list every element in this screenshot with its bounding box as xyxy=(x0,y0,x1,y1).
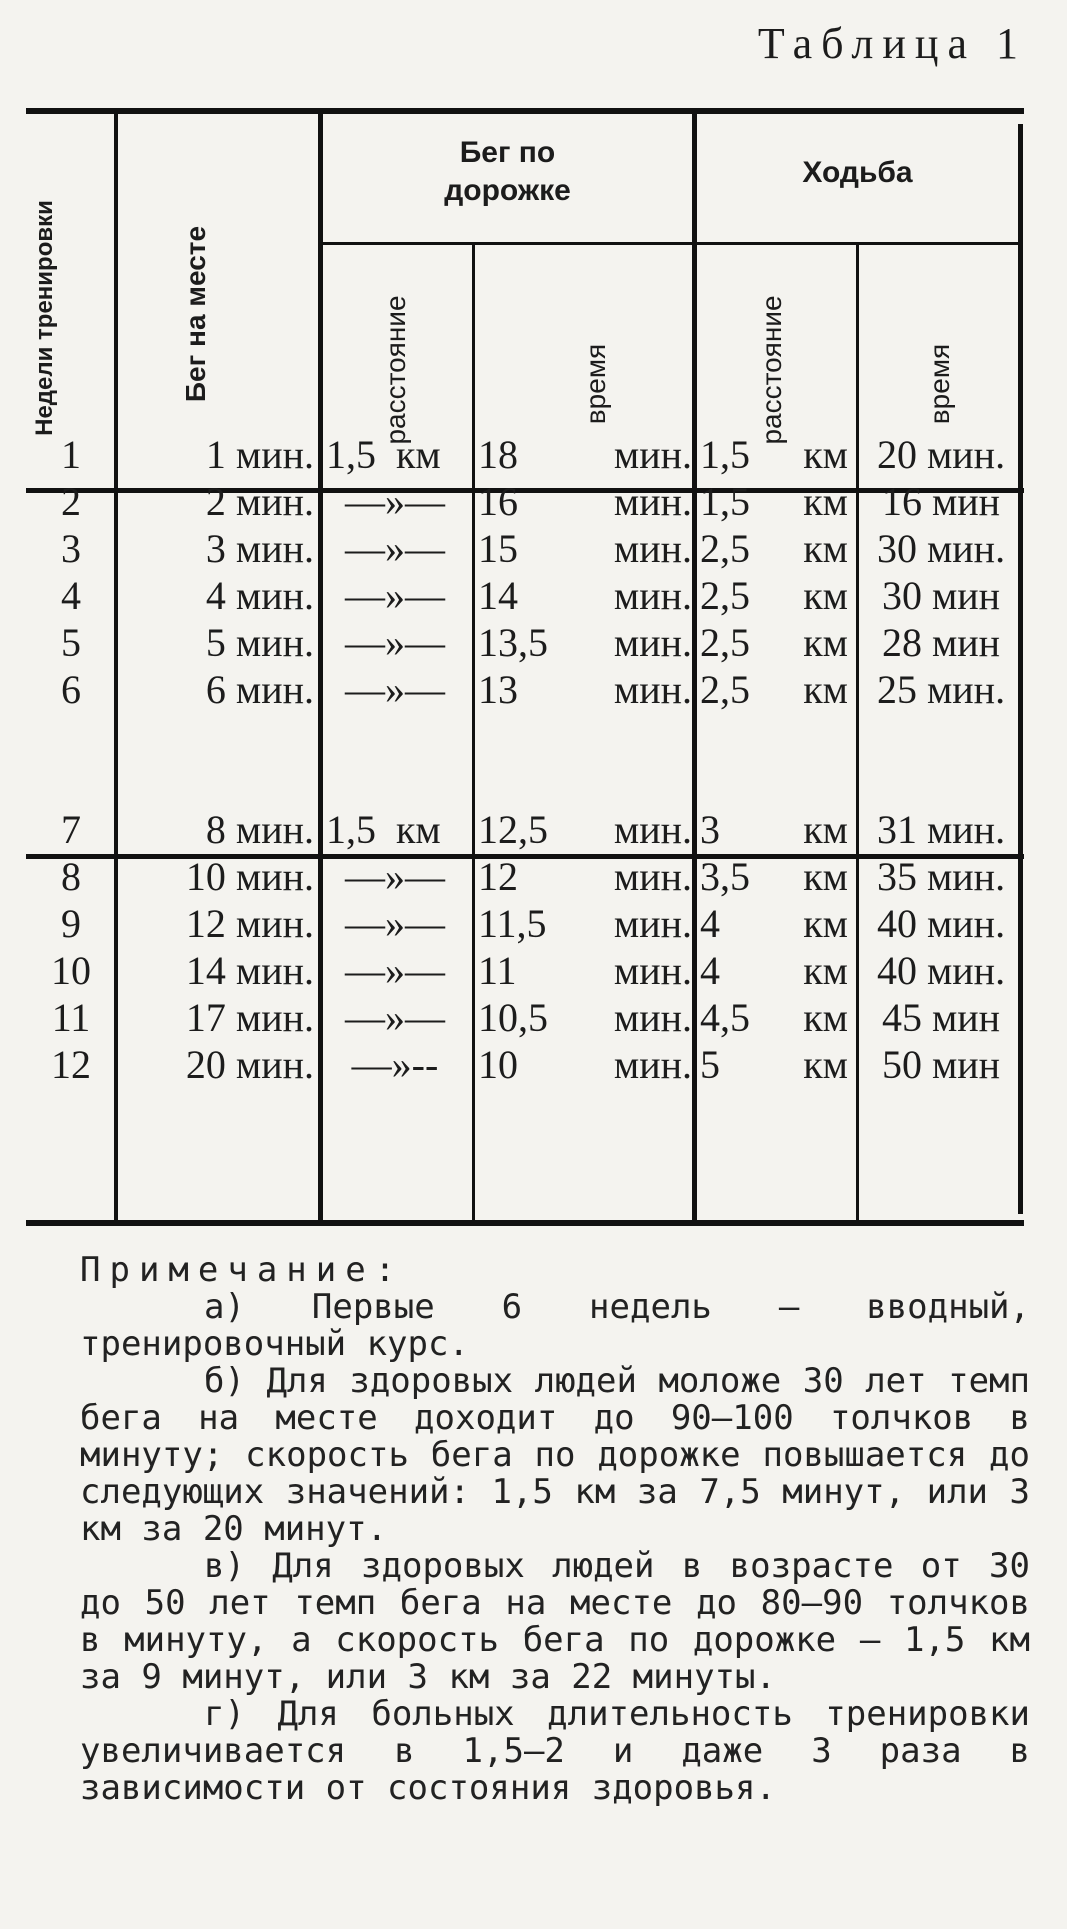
walk-distance-unit: км xyxy=(803,573,848,618)
table-row xyxy=(26,666,1024,713)
week-number: 9 xyxy=(61,901,81,946)
run-time xyxy=(478,994,692,1041)
note-item-b: б) Для здоровых людей моложе 30 лет темп бега на месте доходит до 90—100 толчков в минуту; скорость бега по дорожке повышается до следующих значений: 1,5 км за 7,5 минут, или 3 км за 20 минут. xyxy=(80,1361,1030,1549)
run-distance: —»— xyxy=(345,995,445,1040)
week-number: 11 xyxy=(51,995,91,1040)
note-title: Примечание: xyxy=(80,1250,405,1290)
week-number: 6 xyxy=(61,667,81,712)
run-time-unit: мин. xyxy=(613,667,692,712)
walk-distance-unit: км xyxy=(803,432,848,477)
walk-distance-value: 3,5 xyxy=(700,854,750,899)
table-row xyxy=(26,853,1024,900)
header-track-run-line2: дорожке xyxy=(444,174,571,207)
walk-distance-value: 4,5 xyxy=(700,995,750,1040)
week-number: 3 xyxy=(61,526,81,571)
table-row xyxy=(26,1041,1024,1088)
walk-distance-value: 4 xyxy=(700,948,720,993)
run-time-unit: мин. xyxy=(613,901,692,946)
run-time-value: 11,5 xyxy=(478,901,547,946)
training-table xyxy=(26,108,1024,1226)
run-time xyxy=(478,666,692,713)
run-time-value: 13,5 xyxy=(478,620,548,665)
walk-distance xyxy=(700,947,848,994)
table-row xyxy=(26,806,1024,853)
run-time xyxy=(478,431,692,478)
walk-distance-value: 5 xyxy=(700,1042,720,1087)
table-row xyxy=(26,525,1024,572)
walk-distance-value: 1,5 xyxy=(700,479,750,524)
run-time-value: 10,5 xyxy=(478,995,548,1040)
run-time xyxy=(478,525,692,572)
run-time-value: 16 xyxy=(478,479,518,524)
walk-distance xyxy=(700,900,848,947)
walk-distance xyxy=(700,572,848,619)
run-time xyxy=(478,572,692,619)
header-run-distance: расстояние xyxy=(380,295,411,445)
run-in-place-time: 4 мин. xyxy=(205,573,314,618)
walk-time: 16 мин xyxy=(881,479,1001,524)
walk-distance-unit: км xyxy=(803,479,848,524)
run-time-unit: мин. xyxy=(613,807,692,852)
walk-distance-value: 3 xyxy=(700,807,720,852)
walk-distance xyxy=(700,478,848,525)
walk-distance-value: 4 xyxy=(700,901,720,946)
run-time xyxy=(478,619,692,666)
walk-distance-unit: км xyxy=(803,901,848,946)
walk-distance-unit: км xyxy=(803,995,848,1040)
run-time-unit: мин. xyxy=(613,620,692,665)
header-run-in-place: Бег на месте xyxy=(180,225,211,403)
walk-time: 31 мин. xyxy=(876,807,1006,852)
walk-distance-value: 2,5 xyxy=(700,620,750,665)
week-number: 2 xyxy=(61,479,81,524)
run-in-place-time: 3 мин. xyxy=(205,526,314,571)
walk-distance-unit: км xyxy=(803,526,848,571)
run-time xyxy=(478,1041,692,1088)
header-track-run xyxy=(323,134,692,210)
table-row xyxy=(26,572,1024,619)
run-time xyxy=(478,947,692,994)
run-in-place-time: 6 мин. xyxy=(205,667,314,712)
table-row xyxy=(26,478,1024,525)
walk-distance xyxy=(700,431,848,478)
run-in-place-time: 8 мин. xyxy=(205,807,314,852)
walk-time: 50 мин xyxy=(881,1042,1001,1087)
run-distance: —»— xyxy=(345,948,445,993)
run-time-value: 12 xyxy=(478,854,518,899)
run-distance: 1,5 км xyxy=(326,807,441,852)
run-time-unit: мин. xyxy=(613,1042,692,1087)
run-distance: —»— xyxy=(345,854,445,899)
run-time-value: 15 xyxy=(478,526,518,571)
walk-time: 35 мин. xyxy=(876,854,1006,899)
subheader-divider xyxy=(323,242,692,245)
walk-distance-value: 2,5 xyxy=(700,667,750,712)
note-item-a: а) Первые 6 недель — вводный, тренировочный курс. xyxy=(80,1287,1030,1364)
run-time xyxy=(478,806,692,853)
week-number: 5 xyxy=(61,620,81,665)
run-in-place-time: 17 мин. xyxy=(185,995,314,1040)
note-item-c: в) Для здоровых людей в возрасте от 30 до 50 лет темп бега на месте до 80—90 толчков в минуту, а скорость бега по дорожке — 1,5 км за 9 минут, или 3 км за 22 минуты. xyxy=(80,1546,1030,1697)
table-row xyxy=(26,431,1024,478)
week-number: 12 xyxy=(51,1042,91,1087)
run-distance: —»— xyxy=(345,526,445,571)
walk-time: 30 мин. xyxy=(876,526,1006,571)
table-row xyxy=(26,994,1024,1041)
walk-distance xyxy=(700,619,848,666)
run-in-place-time: 10 мин. xyxy=(185,854,314,899)
run-time-value: 11 xyxy=(478,948,517,993)
run-in-place-time: 5 мин. xyxy=(205,620,314,665)
header-weeks: Недели тренировки xyxy=(31,200,58,436)
header-run-time: время xyxy=(580,343,611,425)
run-distance: —»— xyxy=(345,479,445,524)
run-time-unit: мин. xyxy=(613,432,692,477)
run-in-place-time: 14 мин. xyxy=(185,948,314,993)
week-number: 4 xyxy=(61,573,81,618)
week-number: 1 xyxy=(61,432,81,477)
run-distance: —»— xyxy=(345,901,445,946)
run-time-unit: мин. xyxy=(613,573,692,618)
week-number: 8 xyxy=(61,854,81,899)
walk-distance xyxy=(700,1041,848,1088)
run-time-value: 12,5 xyxy=(478,807,548,852)
walk-distance-unit: км xyxy=(803,1042,848,1087)
week-number: 7 xyxy=(61,807,81,852)
walk-distance-unit: км xyxy=(803,854,848,899)
run-time xyxy=(478,478,692,525)
run-in-place-time: 20 мин. xyxy=(185,1042,314,1087)
walk-distance xyxy=(700,806,848,853)
table-row xyxy=(26,947,1024,994)
table-row xyxy=(26,900,1024,947)
header-walk-distance: расстояние xyxy=(756,295,787,445)
subheader-divider xyxy=(697,242,1018,245)
note-item-d: г) Для больных длительность тренировки увеличивается в 1,5—2 и даже 3 раза в зависимости от состояния здоровья. xyxy=(80,1694,1030,1808)
walk-time: 30 мин xyxy=(881,573,1001,618)
run-in-place-time: 1 мин. xyxy=(205,432,314,477)
run-time-unit: мин. xyxy=(613,995,692,1040)
run-time xyxy=(478,853,692,900)
walk-distance xyxy=(700,525,848,572)
table-label: Таблица 1 xyxy=(757,19,1027,68)
walk-time: 45 мин xyxy=(881,995,1001,1040)
walk-distance-value: 1,5 xyxy=(700,432,750,477)
walk-distance-value: 2,5 xyxy=(700,573,750,618)
walk-distance-unit: км xyxy=(803,667,848,712)
run-time-unit: мин. xyxy=(613,479,692,524)
run-time-unit: мин. xyxy=(613,854,692,899)
walk-time: 40 мин. xyxy=(876,948,1006,993)
run-distance: 1,5 км xyxy=(326,432,441,477)
run-in-place-time: 2 мин. xyxy=(205,479,314,524)
run-time-value: 13 xyxy=(478,667,518,712)
run-time-value: 10 xyxy=(478,1042,518,1087)
run-time-value: 18 xyxy=(478,432,518,477)
run-distance: —»— xyxy=(345,573,445,618)
walk-distance xyxy=(700,853,848,900)
walk-distance xyxy=(700,666,848,713)
walk-distance-unit: км xyxy=(803,620,848,665)
walk-distance xyxy=(700,994,848,1041)
walk-time: 28 мин xyxy=(881,620,1001,665)
walk-distance-unit: км xyxy=(803,807,848,852)
header-walking: Ходьба xyxy=(802,156,913,189)
header-walk-time: время xyxy=(924,343,955,425)
walk-distance-value: 2,5 xyxy=(700,526,750,571)
week-number: 10 xyxy=(51,948,91,993)
run-time xyxy=(478,900,692,947)
run-time-unit: мин. xyxy=(613,948,692,993)
walk-time: 25 мин. xyxy=(876,667,1006,712)
run-distance: —»— xyxy=(345,620,445,665)
walk-time: 40 мин. xyxy=(876,901,1006,946)
run-time-unit: мин. xyxy=(613,526,692,571)
run-time-value: 14 xyxy=(478,573,518,618)
run-in-place-time: 12 мин. xyxy=(185,901,314,946)
run-distance: —»— xyxy=(345,667,445,712)
header-track-run-line1: Бег по xyxy=(459,136,556,169)
walk-time: 20 мин. xyxy=(876,432,1006,477)
note-section xyxy=(80,1252,1030,1807)
walk-distance-unit: км xyxy=(803,948,848,993)
run-distance: —»-- xyxy=(351,1042,439,1087)
table-row xyxy=(26,619,1024,666)
